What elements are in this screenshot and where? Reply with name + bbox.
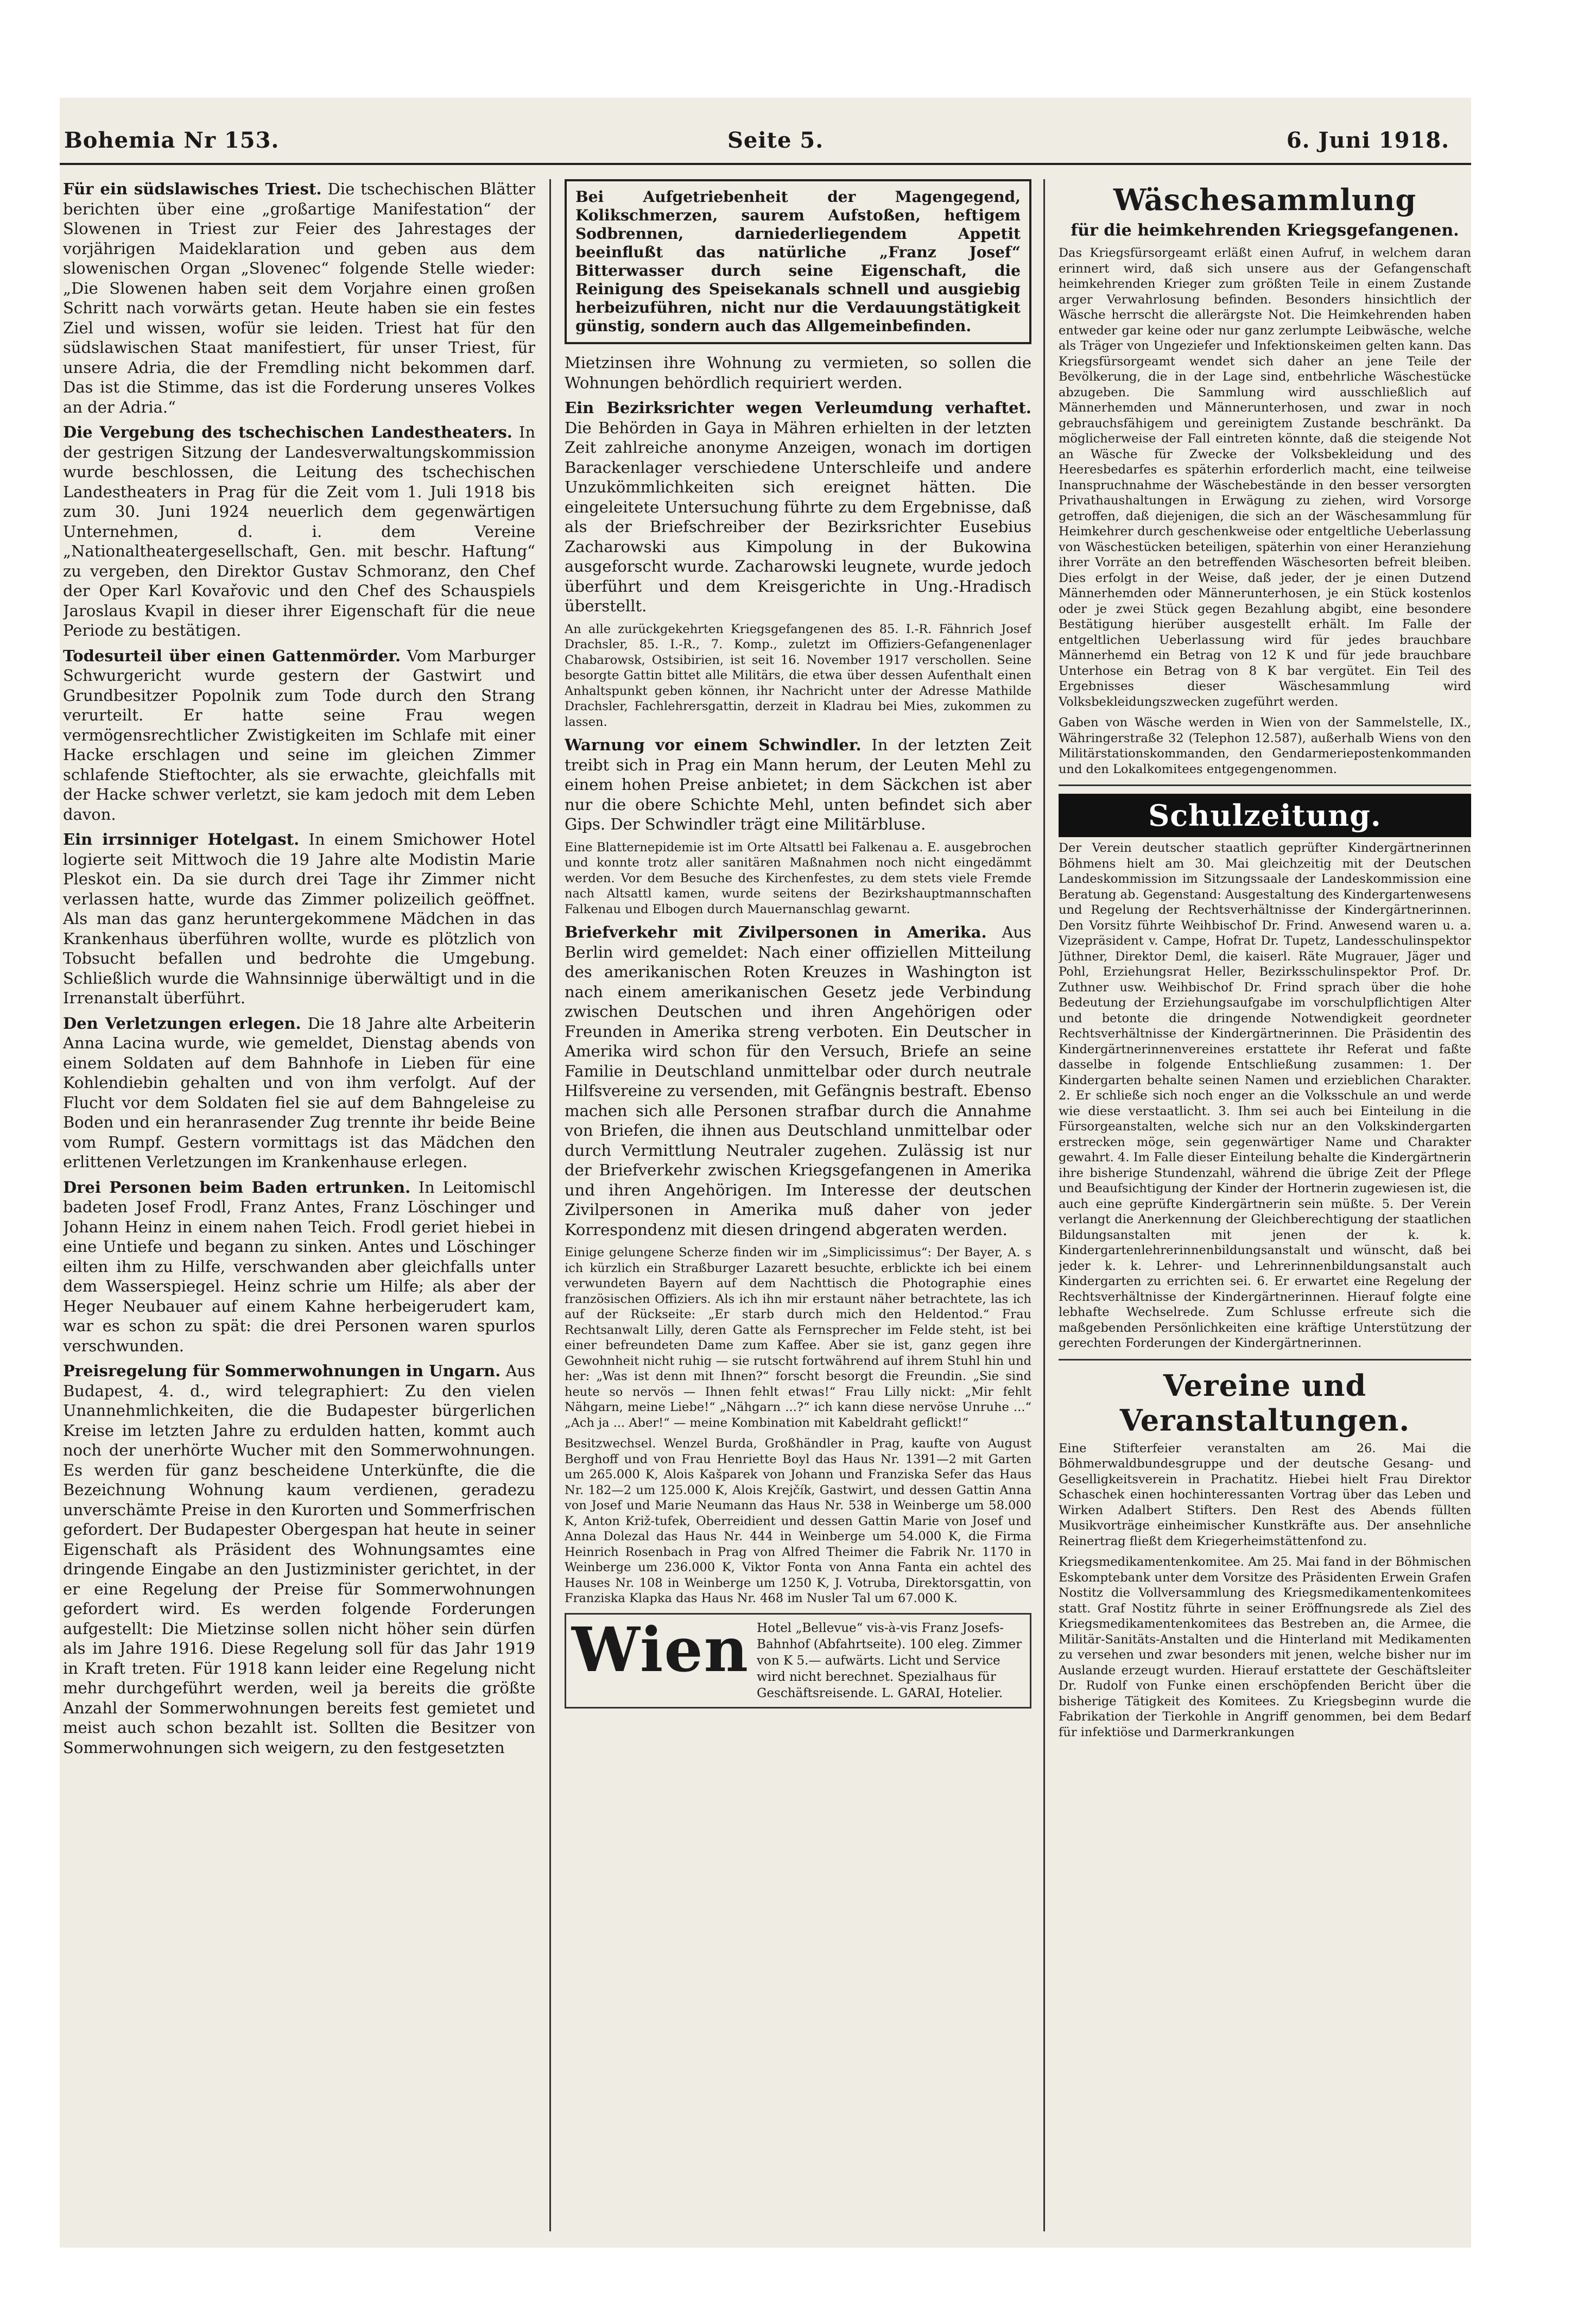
article-body: Vom Marburger Schwurgericht wurde gestern der Gastwirt und Grundbesitzer Popolnik zum Tode durch den Strang verurteilt. Er hatte seine Frau wegen vermögensrechtlicher Zwistigkeiten im Schlafe mit einer Hacke erschlagen und seine im gleichen Zimmer schlafende Stieftochter, als sie erwachte, gleichfalls mit der Hacke schwer verletzt, sie kam jedoch mit dem Leben davon.	[63, 646, 535, 824]
article-bezirksrichter	[565, 398, 1031, 616]
article-blatternepidemie	[565, 840, 1031, 918]
article-body: Aus Berlin wird gemeldet: Nach einer offiziellen Mitteilung des amerikanischen Roten Kreuzes in Washington ist nach einem amerikanischen Gesetz jede Verbindung zwischen Deutschen und ihren Angehörigen oder Freunden in Amerika streng verboten. Ein Deutscher in Amerika wird schon für den Versuch, Briefe an seine Familie in Deutschland unmittelbar oder durch neutrale Hilfsvereine zu versenden, mit Gefängnis bestraft. Ebenso machen sich alle Personen strafbar durch die Annahme von Briefen, die ihnen aus Deutschland unmittelbar oder durch Vermittlung Neutraler zugehen. Zulässig ist nur der Briefverkehr zwischen Kriegsgefangenen in Amerika und ihren Angehörigen. Im Interesse der deutschen Zivilpersonen in Amerika muß daher von jeder Korrespondenz mit diesen dringend abgeraten werden.	[565, 923, 1031, 1239]
article-body: Einige gelungene Scherze finden wir im „Simplicissimus“: Der Bayer, A. s ich kürzlich ein Straßburger Lazarett besuchte, erblickte ich bei einem verwundeten Bayern auf dem Nachttisch die Photographie eines französischen Offiziers. Als ich ihn mir erstaunt näher betrachtete, las ich auf der Rückseite: „Er starb durch mich den Heldentod.“ Frau Rechtsanwalt Lilly, deren Gatte als Fernsprecher im Felde steht, ist bei einer befreundeten Dame zum Kaffee. Aber sie ist, ganz gegen ihre Gewohnheit nicht ruhig — sie rutscht fortwährend auf ihrem Stuhl hin und her: „Was ist denn mit Ihnen?“ forscht besorgt die Freundin. „Sie sind heute so nervös — Ihnen fehlt etwas!“ Frau Lilly nickt: „Mir fehlt Nähgarn, meine Liebe!“ „Nähgarn ...?“ ich kann diese nervöse Unruhe ...“ „Ach ja ... Aber!“ — meine Kombination mit Kabeldraht geflickt!“	[565, 1245, 1031, 1430]
article-body: Der Verein deutscher staatlich geprüfter Kindergärtnerinnen Böhmens hielt am 30. Mai gleichzeitig mit der Deutschen Landeskommission im Sitzungssaale der Landeskommission eine Beratung ab. Gegenstand: Ausgestaltung des Kindergartenwesens und Regelung der Rechtsverhältnisse der Kindergärtnerinnen. Den Vorsitz führte Weihbischof Dr. Frind. Anwesend waren u. a. Vizepräsident v. Campe, Hofrat Dr. Tupetz, Landesschulinspektor Jüthner, Direktor Deml, die kaiserl. Räte Mugrauer, Jäger und Pohl, Erziehungsrat Heller, Bezirksschulinspektor Prof. Dr. Zuthner usw. Weihbischof Dr. Frind sprach über die hohe Bedeutung der Erziehungsaufgabe im vorschulpflichtigen Alter und betonte die dringende Notwendigkeit geordneter Rechtsverhältnisse der Kindergärtnerinnen. Die Präsidentin des Kindergärtnerinnenvereines erstattete ihr Referat und faßte dasselbe in folgende Entschließung zusammen: 1. Der Kindergarten behalte seinen Namen und erzieblichen Charakter. 2. Er schließe sich noch enger an die Volksschule an und werde wie diese verstaatlicht. 3. Ihm sei auch bei Einteilung in die Fürsorgeanstalten, welche sich nur an den Volkskindergarten erstrecken möge, sein gegenwärtiger Name und Charakter gewahrt. 4. Im Falle dieser Einteilung behalte die Kindergärtnerin ihre bisherige Stundenzahl, während die übrige Zeit der Pflege und Beaufsichtigung der Kinder der Hortnerin zugewiesen ist, die auch eine geprüfte Kindergärtnerin sein müßte. 5. Der Verein verlangt die Anerkennung der Gleichberechtigung der staatlichen Bildungsanstalten mit jenen der k. k. Kindergartenlehrerinnenbildungsanstalt und wünscht, daß bei jeder k. k. Lehrer- und Lehrerinnenbildungsanstalt auch Kindergarten zu errichten sei. 6. Er erwartet eine Regelung der Rechtsverhältnisse der Kindergärtnerinnen. Hierauf folgte eine lebhafte Wechselrede. Zum Schlusse erfreute sich die maßgebenden Persönlichkeiten eine kräftige Unterstützung der gerechten Forderungen der Kindergärtnerinnen.	[1059, 841, 1471, 1350]
article-body: Kriegsmedikamentenkomitee. Am 25. Mai fand in der Böhmischen Eskomptebank unter dem Vorsitze des Präsidenten Erwein Grafen Nostitz die Vollversammlung des Kriegsmedikamentenkomitees statt. Graf Nostitz führte in seiner Eröffnungsrede als Ziel des Kriegsmedikamentenkomitees das Bestreben an, die Armee, die Militär-Sanitäts-Anstalten und die Hinterland mit Medikamenten zu versehen und zwar besonders mit jenen, welche bisher nur im Auslande erzeugt wurden. Hierauf erstattete der Geschäftsleiter Dr. Rudolf von Funke einen erschöpfenden Bericht über die bisherige Tätigkeit des Komitees. Zu Kriegsbeginn wurde die Fabrikation der Tierkohle in Angriff genommen, bei dem Bedarf für infektiöse und Darmerkrankungen	[1059, 1555, 1471, 1739]
header-page-number: Seite 5.	[727, 128, 824, 153]
article-title: Ein Bezirksrichter wegen Verleumdung verhaftet.	[565, 398, 1031, 417]
article-body: Die Behörden in Gaya in Mähren erhielten in der letzten Zeit zahlreiche anonyme Anzeigen, wonach im dortigen Barackenlager verschiedene Unterschleife und andere Unzukömmlichkeiten sich ereignet hätten. Die eingeleitete Untersuchung führte zu dem Ergebnisse, daß als der Briefschreiber der Bezirksrichter Eusebius Zacharowski aus Kimpolung in der Bukowina ausgeforscht wurde. Zacharowski leugnete, wurde jedoch überführt und dem Kreisgerichte in Ung.-Hradisch überstellt.	[565, 418, 1031, 615]
article-triest	[63, 179, 535, 417]
article-body: Aus Budapest, 4. d., wird telegraphiert: Zu den vielen Unannehmlichkeiten, die die Budapester bürgerlichen Kreise im letzten Jahre zu erdulden hatten, kommt auch noch der unerhörte Wucher mit den Sommerwohnungen. Es werden für ganz bescheidene Unterkünfte, die die Bezeichnung Wohnung kaum verdienen, geradezu unverschämte Preise in den Kurorten und Sommerfrischen gefordert. Der Budapester Obergespan hat heute in seiner Eigenschaft als Präsident des Wohnungsamtes eine dringende Eingabe an den Justizminister gerichtet, in der er eine Regelung der Preise für Sommerwohnungen gefordert wird. Es werden folgende Forderungen aufgestellt: Die Mietzinse sollen nicht höher sein dürfen als im Jahre 1916. Diese Regelung soll für das Jahr 1919 in Kraft treten. Für 1918 kann leider eine Regelung nicht mehr durchgeführt werden, weil ja bereits die größte Anzahl der Sommerwohnungen bereits fest gemietet und meist auch schon bezahlt ist. Sollten die Besitzer von Sommerwohnungen sich weigern, zu den festgesetzten	[63, 1362, 535, 1757]
article-briefverkehr	[565, 922, 1031, 1239]
section-headline: Schulzeitung.	[1059, 794, 1471, 837]
article-title: Ein irrsinniger Hotelgast.	[63, 830, 300, 849]
article-body: Gaben von Wäsche werden in Wien von der Sammelstelle, IX., Währingerstraße 32 (Telephon 12.587), außerhalb Wiens von den Militärstationskommanden, den Gendarmeriepostenkommanden und den Lokalkomitees entgegengenommen.	[1059, 716, 1471, 776]
article-title: Todesurteil über einen Gattenmörder.	[63, 646, 401, 665]
article-title: Drei Personen beim Baden ertrunken.	[63, 1178, 411, 1197]
ad-text: Bei Aufgetriebenheit der Magengegend, Kolikschmerzen, saurem Aufstoßen, heftigem Sodbrennen, darniederliegendem Appetit beeinflußt das natürliche „Franz Josef“ Bitterwasser durch seine Eigenschaft, die Reinigung des Speisekanals schnell und ausgiebig herbeizuführen, nicht nur die Verdauungstätigkeit günstig, sondern auch das Allgemeinbefinden.	[575, 188, 1021, 335]
section-subtitle: für die heimkehrenden Kriegsgefangenen.	[1071, 221, 1459, 240]
notice-kriegsgefangene	[565, 622, 1031, 730]
article-body: In einem Smichower Hotel logierte seit Mittwoch die 19 Jahre alte Modistin Marie Pleskot ein. Da sie durch drei Tage ihr Zimmer nicht verlassen hatte, wurde das Zimmer polizeilich geöffnet. Als man das ganz heruntergekommene Mädchen in das Krankenhaus überführen wollte, wurde es plötzlich von Tobsucht befallen und bedrohte die Umgebung. Schließlich wurde die Wahnsinnige überwältigt und in die Irrenanstalt überführt.	[63, 830, 535, 1007]
article-hotelgast	[63, 830, 535, 1008]
article-title: Briefverkehr mit Zivilpersonen in Amerika.	[565, 923, 987, 941]
column-1	[63, 179, 535, 2231]
notice-text: An alle zurückgekehrten Kriegsgefangenen des 85. I.-R. Fähnrich Josef Drachsler, 85. I.-R., 7. Komp., zuletzt im Offiziers-Gefangenenlager Chabarowsk, Ostsibirien, ist seit 16. November 1917 verschollen. Seine besorgte Gattin bittet alle Militärs, die etwa über dessen Aufenthalt einen Anhaltspunkt geben können, ihr Nachricht unter der Adresse Mathilde Drachsler, Fachlehrersgattin, derzeit in Kladrau bei Mies, zukommen zu lassen.	[565, 622, 1031, 729]
section-separator	[1059, 784, 1471, 786]
article-title: Die Vergebung des tschechischen Landestheaters.	[63, 423, 512, 441]
section-vereine	[1059, 1368, 1471, 1741]
article-body: In Leitomischl badeten Josef Frodl, Franz Antes, Franz Löschinger und Johann Heinz in einem nahen Teich. Frodl geriet hiebei in eine Untiefe und begann zu sinken. Antes und Löschinger eilten ihm zu Hilfe, verschwanden aber gleichfalls unter dem Wasserspiegel. Heinz schrie um Hilfe; als aber der Heger Neubauer auf einem Kahne herbeigerudert kam, war es schon zu spät: die drei Personen waren spurlos verschwunden.	[63, 1178, 535, 1355]
article-title: Für ein südslawisches Triest.	[63, 180, 322, 198]
page-header	[60, 117, 1471, 166]
article-body: In der gestrigen Sitzung der Landesverwaltungskommission wurde beschlossen, die Leitung des tschechischen Landestheaters in Prag für die Zeit vom 1. Juli 1918 bis zum 30. Juni 1924 neuerlich dem gegenwärtigen Unternehmen, d. i. dem Vereine „Nationaltheatergesellschaft, Gen. mit beschr. Haftung“ zu vergeben, den Direktor Gustav Schmoranz, den Chef der Oper Karl Kovařovic und den Chef des Schauspiels Jaroslaus Kvapil in dieser ihrer Eigenschaft für die neue Periode zu bestätigen.	[63, 423, 535, 640]
article-todesurteil	[63, 646, 535, 825]
article-body: Eine Blatternepidemie ist im Orte Altsattl bei Falkenau a. E. ausgebrochen und konnte trotz aller sanitären Maßnahmen noch nicht eingedämmt werden. Vor dem Besuche des Kirchenfestes, zu dem stets viele Fremde nach Altsattl kamen, wurde seitens der Bezirkshauptmannschaften Falkenau und Elbogen durch Mauernanschlag gewarnt.	[565, 840, 1031, 916]
hotel-city-word: Wien	[572, 1614, 750, 1686]
article-body: Eine Stifterfeier veranstalten am 26. Mai die Böhmerwaldbundesgruppe und der deutsche Gesang- und Geselligkeitsverein in Prachatitz. Hiebei hielt Frau Direktor Schaschek einen hochinteressanten Vortrag über das Leben und Wirken Adalbert Stifters. Den Rest des Abends füllten Musikvorträge einheimischer Kunstkräfte aus. Der ansehnliche Reinertrag fließt dem Kriegerheimstättenfond zu.	[1059, 1441, 1471, 1548]
article-body: Die tschechischen Blätter berichten über eine „großartige Manifestation“ der Slowenen in Triest zur Feier des Jahrestages der vorjährigen Maideklaration und geben aus dem slowenischen Organ „Slovenec“ folgende Stelle wieder: „Die Slowenen haben seit dem Vorjahre einen großen Schritt nach vorwärts getan. Heute haben sie ein festes Ziel und wissen, wofür sie leiden. Triest hat für den südslawischen Staat manifestiert, für unser Triest, für unsere Adria, die der Fremdling nicht bekommen darf. Das ist die Stimme, das ist die Forderung unseres Volkes an der Adria.“	[63, 180, 535, 416]
newspaper-page	[60, 98, 1471, 2248]
article-scherze	[565, 1245, 1031, 1431]
article-title: Preisregelung für Sommerwohnungen in Ungarn.	[63, 1362, 501, 1380]
column-2	[565, 179, 1031, 2231]
header-paper-number: Bohemia Nr 153.	[64, 128, 280, 153]
article-verletzungen	[63, 1014, 535, 1172]
article-body: Die 18 Jahre alte Arbeiterin Anna Lacina wurde, wie gemeldet, Dienstag abends von einem Soldaten auf dem Bahnhofe in Lieben für eine Kohlendiebin gehalten und von ihm verfolgt. Auf der Flucht vor dem Soldaten fiel sie auf dem Bahngeleise zu Boden und ein heranrasender Zug trennte ihr beide Beine vom Rumpf. Gestern vormittags ist das Mädchen den erlittenen Verletzungen im Krankenhause erlegen.	[63, 1014, 535, 1171]
article-besitzwechsel	[565, 1436, 1031, 1606]
article-body: Das Kriegsfürsorgeamt erläßt einen Aufruf, in welchem daran erinnert wird, daß sich unsere aus der Gefangenschaft heimkehrenden Krieger zum größten Teile in einem Zustande arger Verwahrlosung befinden. Besonders hinsichtlich der Wäsche herrscht die allerärgste Not. Die Heimkehrenden haben entweder gar keine oder nur ganz zerlumpte Leibwäsche, welche als Träger von Ungeziefer und Infektionskeimen gelten kann. Das Kriegsfürsorgeamt wendet sich daher an jene Teile der Bevölkerung, die in der Lage sind, entbehrliche Wäschestücke abzugeben. Die Sammlung wird ausschließlich auf Männerhemden und Männerunterhosen, und zwar in noch gebrauchsfähigem und gereinigtem Zustande beschränkt. Da möglicherweise der Fall eintreten könnte, daß die steigende Not an Wäsche für Zwecke der Volksbekleidung und des Heeresbedarfes es späterhin erforderlich macht, eine teilweise Inanspruchnahme der Wäschebestände in den besser versorgten Privathaushaltungen in Erwägung zu ziehen, wird Vorsorge getroffen, daß diejenigen, die sich an der Wäschesammlung für Heimkehrer durch geschenkweise oder entgeltliche Ueberlassung von Wäschestücken beteiligen, späterhin von einer Heranziehung ihrer Vorräte an den betreffenden Wäschesorten befreit bleiben. Dies erfolgt in der Weise, daß jeder, der je einen Dutzend Männerhemden oder Männerunterhosen, je ein Stück kostenlos oder je zwei Stück gegen Bezahlung abgibt, eine besondere Bestätigung hierüber ausgestellt erhält. Im Falle der entgeltlichen Ueberlassung wird für jedes brauchbare Männerhemd ein Betrag von 12 K und für jede brauchbare Unterhose ein Betrag von 8 K bar vergütet. Ein Teil des Ergebnisses dieser Wäschesammlung wird Volksbekleidungszwecken zugeführt werden.	[1059, 246, 1471, 709]
article-ertrunken	[63, 1178, 535, 1356]
article-body: In der letzten Zeit treibt sich in Prag ein Mann herum, der Leuten Mehl zu einem hohen Preise anbietet; in dem Säckchen ist aber nur die obere Schichte Mehl, unten befindet sich aber Gips. Der Schwindler trägt eine Militärbluse.	[565, 736, 1031, 833]
column-3	[1059, 179, 1471, 2231]
section-headline: Wäschesammlung	[1113, 182, 1417, 217]
column-divider	[549, 179, 551, 2231]
article-title: Den Verletzungen erlegen.	[63, 1014, 301, 1033]
article-sommerwohnungen	[63, 1361, 535, 1757]
article-landestheater	[63, 422, 535, 641]
article-waeschesammlung	[1059, 182, 1471, 777]
bitterwasser-advertisement	[565, 179, 1031, 344]
column-divider	[1043, 179, 1045, 2231]
section-headline: Vereine und Veranstaltungen.	[1119, 1368, 1410, 1438]
section-separator	[1059, 1359, 1471, 1361]
header-date: 6. Juni 1918.	[1286, 128, 1449, 153]
article-continuation	[565, 353, 1031, 393]
article-body: Besitzwechsel. Wenzel Burda, Großhändler in Prag, kaufte von August Berghoff und von Frau Henriette Boyl das Haus Nr. 1391—2 mit Garten um 265.000 K, Alois Kašparek von Johann und Franziska Sefer das Haus Nr. 182—2 um 125.000 K, Alois Krejčík, Gastwirt, und dessen Gattin Anna von Josef und Marie Neumann das Haus Nr. 538 in Weinberge um 58.000 K, Anton Križ-tufek, Oberreidient und dessen Gattin Marie von Josef und Anna Dolezal das Haus Nr. 444 in Weinberge um 54.000 K, die Firma Heinrich Rosenbach in Prag von Alfred Theimer die Fabrik Nr. 1170 in Weinberge um 236.000 K, Viktor Fonta von Anna Fanta ein achtel des Hauses Nr. 108 in Weinberge um 1250 K, J. Votruba, Direktorsgattin, von Franziska Klapka das Haus Nr. 468 im Nusler Tal um 67.000 K.	[565, 1437, 1031, 1605]
header-rule	[60, 163, 1471, 165]
article-schwindler	[565, 735, 1031, 834]
article-title: Warnung vor einem Schwindler.	[565, 736, 862, 754]
hotel-ad-text: Hotel „Bellevue“ vis-à-vis Franz Josefs-Bahnhof (Abfahrtseite). 100 eleg. Zimmer von K 5.— aufwärts. Licht und Service wird nicht berechnet. Spezialhaus für Geschäftsreisende. L. GARAI, Hotelier.	[757, 1621, 1022, 1700]
section-schulzeitung	[1059, 794, 1471, 1351]
article-body: Mietzinsen ihre Wohnung zu vermieten, so sollen die Wohnungen behördlich requiriert werden.	[565, 353, 1031, 392]
hotel-bellevue-advertisement	[565, 1613, 1031, 1709]
